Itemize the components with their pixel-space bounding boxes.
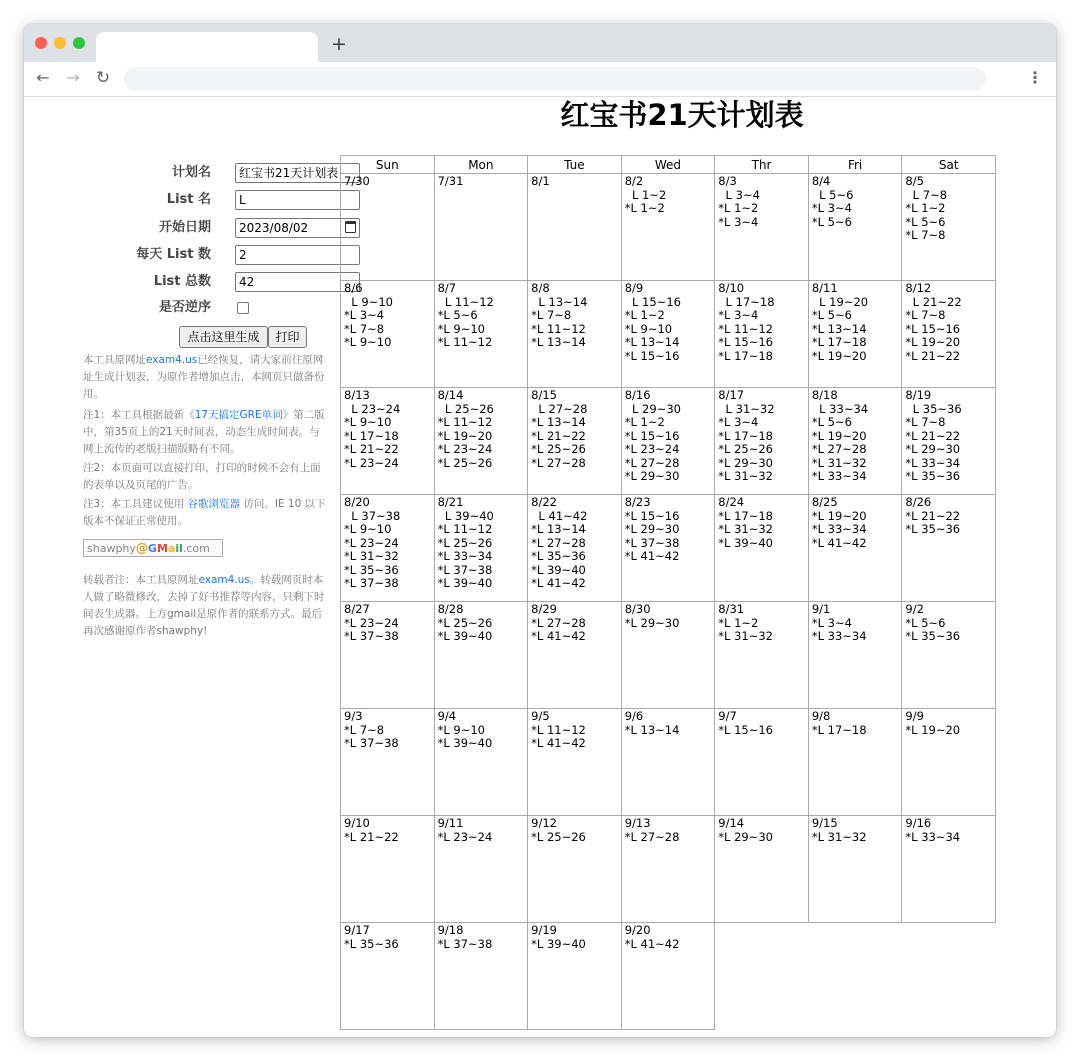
reverse-row: [80, 298, 340, 318]
weekday-header: Tue: [528, 156, 622, 174]
calendar-day-cell: 8/26 *L 21~22 *L 35~36: [902, 495, 996, 602]
address-bar[interactable]: [124, 67, 986, 91]
calendar-day-cell: 9/13 *L 27~28: [621, 816, 715, 923]
start-date-value: 2023/08/02: [239, 221, 309, 235]
forward-button[interactable]: [62, 67, 84, 89]
note-1-prefix: 注1：本工具根据最新《: [83, 409, 195, 421]
calendar-week-row: [341, 923, 996, 1030]
browser-toolbar: [24, 62, 1056, 97]
gmail-contact-image: [83, 539, 223, 557]
calendar-day-cell: 8/23 *L 15~16 *L 29~30 *L 37~38 *L 41~42: [621, 495, 715, 602]
chrome-link[interactable]: 谷歌浏览器: [187, 498, 241, 510]
calendar-day-cell: 8/14 L 25~26 *L 11~12 *L 19~20 *L 23~24 *L 25~26: [434, 388, 528, 495]
reload-icon: ↻: [95, 68, 111, 88]
generate-button[interactable]: 点击这里生成: [179, 326, 268, 348]
calendar-day-cell: 9/8 *L 17~18: [808, 709, 902, 816]
gmail-user: shawphy: [87, 542, 136, 555]
reload-button[interactable]: [92, 67, 114, 89]
list-name-row: [80, 190, 340, 210]
calendar-header-row: [341, 156, 996, 174]
calendar-day-cell: 9/19 *L 39~40: [528, 923, 622, 1030]
total-label: List 总数: [153, 274, 211, 289]
calendar-day-cell: 9/15 *L 31~32: [808, 816, 902, 923]
close-window-button[interactable]: [35, 37, 47, 49]
calendar-day-cell: 9/11 *L 23~24: [434, 816, 528, 923]
weekday-header: Sat: [902, 156, 996, 174]
calendar-week-row: [341, 816, 996, 923]
note-1: [83, 407, 329, 458]
weekday-header: Sun: [341, 156, 435, 174]
calendar-day-cell: 8/1: [528, 174, 622, 281]
calendar-day-cell: 8/21 L 39~40 *L 11~12 *L 25~26 *L 33~34 *L 37~38 *L 39~40: [434, 495, 528, 602]
intro-note-prefix: 本工具原网址: [83, 354, 146, 366]
print-button[interactable]: 打印: [268, 326, 307, 348]
calendar-day-cell: 8/25 *L 19~20 *L 33~34 *L 41~42: [808, 495, 902, 602]
calendar-day-cell: 8/27 *L 23~24 *L 37~38: [341, 602, 435, 709]
calendar-day-cell: 9/4 *L 9~10 *L 39~40: [434, 709, 528, 816]
arrow-right-icon: →: [66, 68, 80, 87]
calendar-day-cell: 8/7 L 11~12 *L 5~6 *L 9~10 *L 11~12: [434, 281, 528, 388]
calendar-day-cell: 9/10 *L 21~22: [341, 816, 435, 923]
calendar-day-cell: 8/5 L 7~8 *L 1~2 *L 5~6 *L 7~8: [902, 174, 996, 281]
note-1-suffix: 》第二版中，第35页上的21天时间表，动态生成时间表。与网上流传的老版扫描版略有不同。: [83, 409, 325, 455]
per-day-row: [80, 245, 340, 265]
calendar-day-cell: 8/18 L 33~34 *L 5~6 *L 19~20 *L 27~28 *L 31~32 *L 33~34: [808, 388, 902, 495]
gmail-at: @: [135, 541, 148, 555]
calendar-week-row: [341, 495, 996, 602]
calendar-day-cell: 8/12 L 21~22 *L 7~8 *L 15~16 *L 19~20 *L 21~22: [902, 281, 996, 388]
tab-bar: [24, 24, 1056, 62]
per-day-input[interactable]: 2: [235, 245, 360, 265]
calendar-day-cell: 9/17 *L 35~36: [341, 923, 435, 1030]
calendar-day-cell: 8/29 *L 27~28 *L 41~42: [528, 602, 622, 709]
calendar-day-cell: 8/8 L 13~14 *L 7~8 *L 11~12 *L 13~14: [528, 281, 622, 388]
intro-note-suffix: 已经恢复，请大家前往原网址生成计划表，为原作者增加点击，本网页只做备份用。: [83, 354, 325, 400]
active-tab[interactable]: [96, 32, 318, 62]
gmail-g: G: [147, 542, 157, 555]
calendar-day-cell: 9/3 *L 7~8 *L 37~38: [341, 709, 435, 816]
calendar-day-cell: 8/22 L 41~42 *L 13~14 *L 27~28 *L 35~36 *L 39~40 *L 41~42: [528, 495, 622, 602]
calendar-day-cell: 8/3 L 3~4 *L 1~2 *L 3~4: [715, 174, 809, 281]
calendar-day-cell: 8/4 L 5~6 *L 3~4 *L 5~6: [808, 174, 902, 281]
exam4-link[interactable]: exam4.us: [146, 354, 198, 366]
calendar-empty-cell: [902, 923, 996, 1030]
plan-name-label: 计划名: [171, 165, 211, 180]
calendar-day-cell: 9/5 *L 11~12 *L 41~42: [528, 709, 622, 816]
calendar-day-cell: 8/10 L 17~18 *L 3~4 *L 11~12 *L 15~16 *L 17~18: [715, 281, 809, 388]
arrow-left-icon: ←: [36, 68, 50, 87]
browser-window: [24, 24, 1056, 1037]
calendar-day-cell: 8/30 *L 29~30: [621, 602, 715, 709]
calendar-week-row: [341, 281, 996, 388]
page-title: 红宝书21天计划表: [560, 98, 804, 132]
calendar-day-cell: 9/9 *L 19~20: [902, 709, 996, 816]
calendar-week-row: [341, 174, 996, 281]
calendar-day-cell: 9/2 *L 5~6 *L 35~36: [902, 602, 996, 709]
calendar-day-cell: 8/13 L 23~24 *L 9~10 *L 17~18 *L 21~22 *L 23~24: [341, 388, 435, 495]
weekday-header: Mon: [434, 156, 528, 174]
plan-name-row: [80, 163, 340, 183]
calendar-day-cell: 9/18 *L 37~38: [434, 923, 528, 1030]
note-3-suffix: 访问。IE 10 以下版本不保证正常使用。: [83, 498, 326, 527]
more-vertical-icon: ⋮: [1027, 68, 1043, 87]
calendar-day-cell: 8/16 L 29~30 *L 1~2 *L 15~16 *L 23~24 *L 27~28 *L 29~30: [621, 388, 715, 495]
calendar-day-cell: 9/20 *L 41~42: [621, 923, 715, 1030]
calendar-day-cell: 9/1 *L 3~4 *L 33~34: [808, 602, 902, 709]
weekday-header: Fri: [808, 156, 902, 174]
calendar-day-cell: 8/6 L 9~10 *L 3~4 *L 7~8 *L 9~10: [341, 281, 435, 388]
reverse-checkbox[interactable]: [237, 302, 249, 314]
list-name-label: List 名: [166, 192, 211, 207]
calendar-day-cell: 8/11 L 19~20 *L 5~6 *L 13~14 *L 17~18 *L 19~20: [808, 281, 902, 388]
calendar-day-cell: 7/30: [341, 174, 435, 281]
plus-icon: +: [331, 33, 347, 55]
note-3-prefix: 注3：本工具建议使用: [83, 498, 188, 510]
gmail-il: il: [175, 542, 183, 555]
repost-note: [83, 572, 329, 640]
calendar-week-row: [341, 388, 996, 495]
calendar-empty-cell: [715, 923, 809, 1030]
calendar-day-cell: 9/12 *L 25~26: [528, 816, 622, 923]
gmail-m: M: [156, 542, 168, 555]
list-name-input[interactable]: L: [235, 190, 360, 210]
browser-menu-button[interactable]: [1024, 67, 1046, 89]
plan-name-input[interactable]: 红宝书21天计划表: [235, 163, 360, 183]
calendar-day-cell: 8/24 *L 17~18 *L 31~32 *L 39~40: [715, 495, 809, 602]
minimize-window-button[interactable]: [54, 37, 66, 49]
calendar-day-cell: 8/2 L 1~2 *L 1~2: [621, 174, 715, 281]
note-2: 注2：本页面可以直接打印，打印的时候不会有上面的表单以及页尾的广告。: [83, 462, 321, 491]
reverse-label: 是否逆序: [158, 300, 211, 315]
weekday-header: Wed: [621, 156, 715, 174]
calendar-week-row: [341, 709, 996, 816]
calendar-day-cell: 8/31 *L 1~2 *L 31~32: [715, 602, 809, 709]
button-row: [80, 326, 340, 348]
maximize-window-button[interactable]: [73, 37, 85, 49]
calendar-day-cell: 9/16 *L 33~34: [902, 816, 996, 923]
note-3: [83, 496, 329, 530]
weekday-header: Thr: [715, 156, 809, 174]
calendar-day-cell: 8/9 L 15~16 *L 1~2 *L 9~10 *L 13~14 *L 15~16: [621, 281, 715, 388]
gre-book-link[interactable]: 17天搞定GRE单词: [194, 409, 283, 421]
start-date-row: [80, 218, 340, 238]
total-row: [80, 272, 340, 292]
page-content: [24, 97, 1056, 1037]
repost-note-prefix: 转载者注：本工具原网址: [83, 574, 199, 586]
calendar-day-cell: 8/19 L 35~36 *L 7~8 *L 21~22 *L 29~30 *L 33~34 *L 35~36: [902, 388, 996, 495]
new-tab-button[interactable]: [330, 33, 348, 55]
total-input[interactable]: 42: [235, 272, 360, 292]
calendar-day-cell: 9/6 *L 13~14: [621, 709, 715, 816]
start-date-label: 开始日期: [158, 220, 211, 235]
calendar-day-cell: 8/28 *L 25~26 *L 39~40: [434, 602, 528, 709]
calendar-day-cell: 7/31: [434, 174, 528, 281]
calendar-day-cell: 8/20 L 37~38 *L 9~10 *L 23~24 *L 31~32 *L 35~36 *L 37~38: [341, 495, 435, 602]
calendar-day-cell: 9/7 *L 15~16: [715, 709, 809, 816]
calendar-day-cell: 8/15 L 27~28 *L 13~14 *L 21~22 *L 25~26 *L 27~28: [528, 388, 622, 495]
gmail-a: a: [167, 542, 176, 555]
calendar-day-cell: 9/14 *L 29~30: [715, 816, 809, 923]
per-day-label: 每天 List 数: [136, 247, 211, 262]
calendar-empty-cell: [808, 923, 902, 1030]
calendar-day-cell: 8/17 L 31~32 *L 3~4 *L 17~18 *L 25~26 *L 29~30 *L 31~32: [715, 388, 809, 495]
calendar-table: [340, 155, 996, 1030]
repost-note-suffix: 。转载网页时本人做了略微修改，去掉了好书推荐等内容，只剩下时间表生成器。上方gmail是原作者的联系方式。最后再次感谢原作者shawphy!: [83, 574, 325, 637]
repost-exam4-link[interactable]: exam4.us: [198, 574, 250, 586]
back-button[interactable]: [32, 67, 54, 89]
intro-note: [83, 352, 329, 403]
gmail-dotcom: .com: [182, 542, 210, 555]
calendar-week-row: [341, 602, 996, 709]
